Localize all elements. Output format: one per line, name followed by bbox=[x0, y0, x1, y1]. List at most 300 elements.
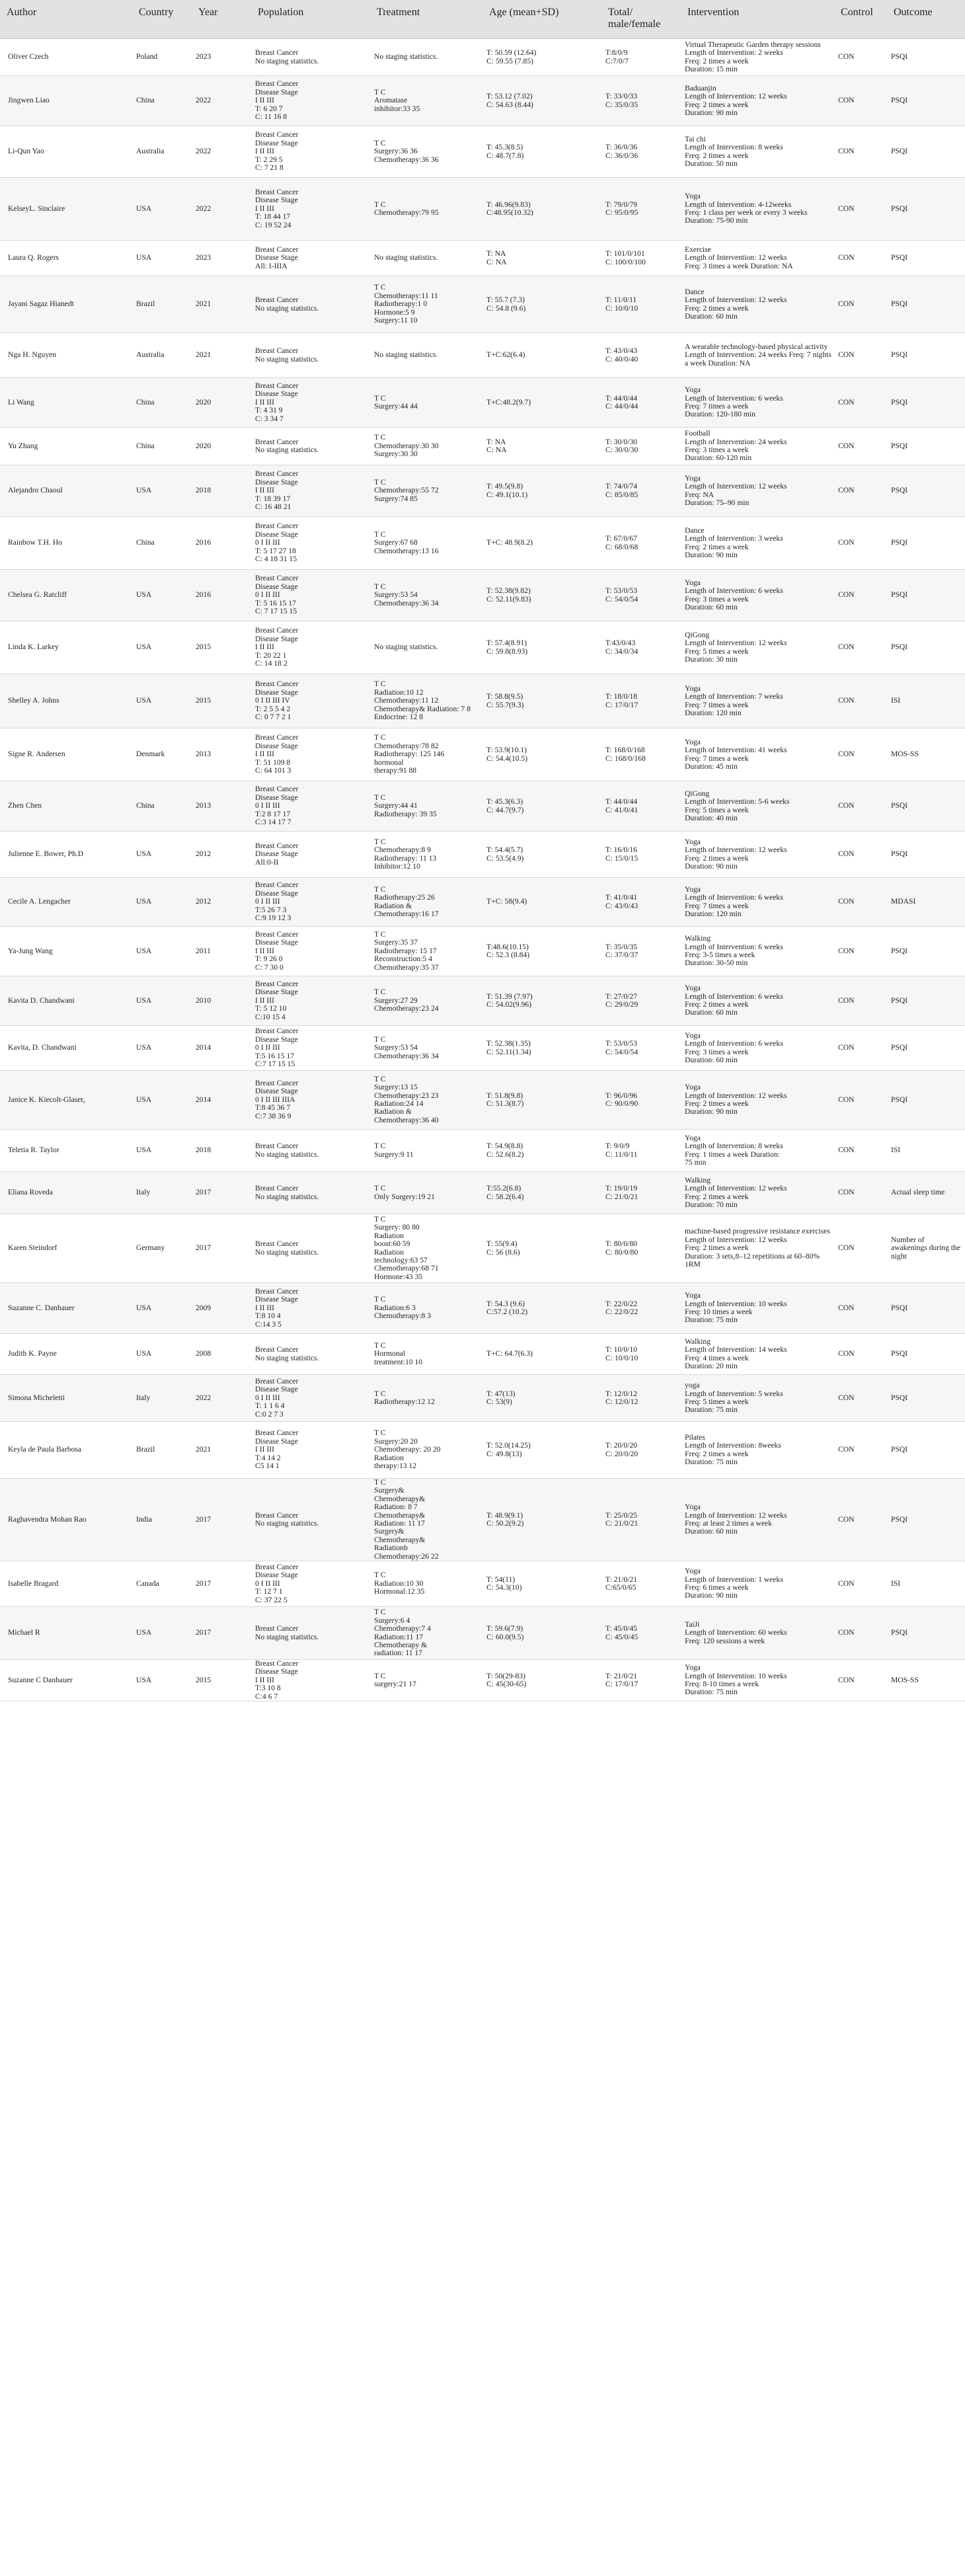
cell-outcome: ISI bbox=[887, 1130, 965, 1172]
cell-treatment: T C Surgery: 80 80 Radiation boost:60 59 Radiation technology:63 57 Chemotherapy:68 71 Hormone:43 35 bbox=[370, 1214, 482, 1283]
cell-author: Kavita, D. Chandwani bbox=[0, 1026, 132, 1071]
header-age: Age (mean+SD) bbox=[482, 0, 601, 39]
cell-intervention: Tai chi Length of Intervention: 8 weeks Freq: 2 times a week Duration: 50 min bbox=[681, 126, 834, 178]
cell-country: USA bbox=[132, 570, 192, 621]
table-row bbox=[0, 927, 965, 976]
cell-intervention: Yoga Length of Intervention: 41 weeks Freq: 7 times a week Duration: 45 min bbox=[681, 728, 834, 781]
cell-total: T: 10/0/10 C: 10/0/10 bbox=[601, 1334, 681, 1375]
cell-total: T: 44/0/44 C: 41/0/41 bbox=[601, 781, 681, 832]
cell-population: Breast Cancer Disease Stage I II III T: 51 109 8 C: 64 101 3 bbox=[251, 728, 370, 781]
cell-outcome: PSQI bbox=[887, 465, 965, 517]
cell-total: T: 19/0/19 C: 21/0/21 bbox=[601, 1172, 681, 1214]
cell-total: T: 22/0/22 C: 22/0/22 bbox=[601, 1283, 681, 1334]
cell-outcome: PSQI bbox=[887, 570, 965, 621]
cell-country: Canada bbox=[132, 1561, 192, 1607]
cell-total: T: 20/0/20 C: 20/0/20 bbox=[601, 1422, 681, 1479]
cell-control: CON bbox=[834, 465, 887, 517]
cell-age: T: 54.3 (9.6) C:57.2 (10.2) bbox=[482, 1283, 601, 1334]
cell-intervention: A wearable technology-based physical activity Length of Intervention: 24 weeks Freq: 7 nights a week Duration: NA bbox=[681, 333, 834, 378]
cell-population: Breast Cancer Disease Stage I II III T: 5 12 10 C:10 15 4 bbox=[251, 976, 370, 1026]
cell-control: CON bbox=[834, 674, 887, 728]
cell-population: Breast Cancer Disease Stage 0 I II III T: 1 1 6 4 C:0 2 7 3 bbox=[251, 1375, 370, 1422]
cell-population: Breast Cancer Disease Stage I II III T:8 10 4 C:14 3 5 bbox=[251, 1283, 370, 1334]
cell-age: T: 50.59 (12.64) C: 59.55 (7.85) bbox=[482, 39, 601, 76]
cell-author: Janice K. Kiecolt-Glaser, bbox=[0, 1071, 132, 1130]
cell-year: 2014 bbox=[192, 1071, 251, 1130]
cell-control: CON bbox=[834, 1071, 887, 1130]
cell-author: Julienne E. Bower, Ph.D bbox=[0, 832, 132, 878]
cell-year: 2013 bbox=[192, 781, 251, 832]
cell-year: 2015 bbox=[192, 674, 251, 728]
cell-author: Nga H. Nguyen bbox=[0, 333, 132, 378]
cell-intervention: Baduanjin Length of Intervention: 12 weeks Freq: 2 times a week Duration: 90 min bbox=[681, 76, 834, 126]
cell-age: T+C: 64.7(6.3) bbox=[482, 1334, 601, 1375]
table-row bbox=[0, 39, 965, 76]
table-row bbox=[0, 465, 965, 517]
cell-author: Suzanne C. Danhauer bbox=[0, 1283, 132, 1334]
table-row bbox=[0, 178, 965, 241]
cell-treatment: T C Radiation:6 3 Chemotherapy:8 3 bbox=[370, 1283, 482, 1334]
cell-total: T: 30/0/30 C: 30/0/30 bbox=[601, 428, 681, 465]
cell-total: T: 21/0/21 C: 17/0/17 bbox=[601, 1660, 681, 1701]
cell-treatment: T C Surgery:44 44 bbox=[370, 378, 482, 428]
cell-population: Breast Cancer Disease Stage 0 I II III T:2 8 17 17 C:3 14 17 7 bbox=[251, 781, 370, 832]
cell-author: Teletia R. Taylor bbox=[0, 1130, 132, 1172]
cell-year: 2015 bbox=[192, 1660, 251, 1701]
cell-population: Breast Cancer Disease Stage 0 I II III T:5 16 15 17 C:7 17 15 15 bbox=[251, 1026, 370, 1071]
table-row bbox=[0, 1172, 965, 1214]
cell-treatment: No staging statistics. bbox=[370, 241, 482, 276]
cell-country: USA bbox=[132, 674, 192, 728]
cell-total: T: 101/0/101 C: 100/0/100 bbox=[601, 241, 681, 276]
cell-treatment: No staging statistics. bbox=[370, 621, 482, 674]
cell-age: T: 49.5(9.8) C: 49.1(10.1) bbox=[482, 465, 601, 517]
cell-population: Breast Cancer Disease Stage I II III T: 6 20 7 C: 11 16 8 bbox=[251, 76, 370, 126]
cell-population: Breast Cancer Disease Stage I II III T: 20 22 1 C: 14 18 2 bbox=[251, 621, 370, 674]
cell-author: Ya-Jung Wang bbox=[0, 927, 132, 976]
cell-control: CON bbox=[834, 570, 887, 621]
table-row bbox=[0, 1561, 965, 1607]
cell-author: Li-Qun Yao bbox=[0, 126, 132, 178]
cell-total: T: 96/0/96 C: 90/0/90 bbox=[601, 1071, 681, 1130]
cell-outcome: PSQI bbox=[887, 1422, 965, 1479]
table-row bbox=[0, 1479, 965, 1561]
cell-age: T+C:48.2(9.7) bbox=[482, 378, 601, 428]
cell-total: T: 33/0/33 C: 35/0/35 bbox=[601, 76, 681, 126]
cell-treatment: T C Surgery:67 68 Chemotherapy:13 16 bbox=[370, 517, 482, 570]
cell-control: CON bbox=[834, 1422, 887, 1479]
cell-treatment: T C Hormonal treatment:10 10 bbox=[370, 1334, 482, 1375]
cell-control: CON bbox=[834, 178, 887, 241]
cell-author: Zhen Chen bbox=[0, 781, 132, 832]
cell-intervention: Yoga Length of Intervention: 8 weeks Freq: 1 times a week Duration: 75 min bbox=[681, 1130, 834, 1172]
cell-intervention: Yoga Length of Intervention: 6 weeks Freq: 2 times a week Duration: 60 min bbox=[681, 976, 834, 1026]
cell-population: Breast Cancer No staging statistics. bbox=[251, 1172, 370, 1214]
cell-country: Germany bbox=[132, 1214, 192, 1283]
cell-year: 2021 bbox=[192, 276, 251, 333]
cell-treatment: T C Surgery:53 54 Chemotherapy:36 34 bbox=[370, 1026, 482, 1071]
cell-intervention: Football Length of Intervention: 24 weeks Freq: 3 times a week Duration: 60-120 min bbox=[681, 428, 834, 465]
cell-author: Raghavendra Mohan Rao bbox=[0, 1479, 132, 1561]
cell-author: Cecile A. Lengacher bbox=[0, 878, 132, 927]
cell-outcome: PSQI bbox=[887, 832, 965, 878]
cell-population: Breast Cancer Disease Stage I II III T: 9 26 0 C: 7 30 0 bbox=[251, 927, 370, 976]
cell-population: Breast Cancer No staging statistics. bbox=[251, 333, 370, 378]
cell-intervention: Yoga Length of Intervention: 10 weeks Freq: 10 times a week Duration: 75 min bbox=[681, 1283, 834, 1334]
cell-intervention: machine-based progressive resistance exercises Length of Intervention: 12 weeks Freq: 2 times a week Duration: 3 sets,8–12 repetitions at 60–80% 1RM bbox=[681, 1214, 834, 1283]
cell-outcome: ISI bbox=[887, 674, 965, 728]
cell-age: T: 54.4(5.7) C: 53.5(4.9) bbox=[482, 832, 601, 878]
cell-intervention: Walking Length of Intervention: 12 weeks Freq: 2 times a week Duration: 70 min bbox=[681, 1172, 834, 1214]
cell-total: T: 18/0/18 C: 17/0/17 bbox=[601, 674, 681, 728]
cell-total: T: 12/0/12 C: 12/0/12 bbox=[601, 1375, 681, 1422]
table-row bbox=[0, 76, 965, 126]
table-row bbox=[0, 976, 965, 1026]
cell-author: Judith K. Payne bbox=[0, 1334, 132, 1375]
cell-population: Breast Cancer No staging statistics. bbox=[251, 1130, 370, 1172]
cell-treatment: T C Surgery:35 37 Radiotherapy: 15 17 Reconstruction:5 4 Chemotherapy:35 37 bbox=[370, 927, 482, 976]
cell-population: Breast Cancer Disease Stage I II III T:3 10 8 C:4 6 7 bbox=[251, 1660, 370, 1701]
cell-outcome: PSQI bbox=[887, 517, 965, 570]
cell-outcome: PSQI bbox=[887, 1071, 965, 1130]
cell-outcome: PSQI bbox=[887, 1283, 965, 1334]
cell-population: Breast Cancer Disease Stage I II III T: 18 39 17 C: 16 48 21 bbox=[251, 465, 370, 517]
cell-year: 2015 bbox=[192, 621, 251, 674]
cell-age: T: 52.38(9.82) C: 52.11(9.83) bbox=[482, 570, 601, 621]
cell-total: T: 67/0/67 C: 68/0/68 bbox=[601, 517, 681, 570]
cell-author: Linda K. Larkey bbox=[0, 621, 132, 674]
cell-control: CON bbox=[834, 1130, 887, 1172]
cell-year: 2012 bbox=[192, 832, 251, 878]
cell-treatment: T C Chemotherapy:79 95 bbox=[370, 178, 482, 241]
cell-country: USA bbox=[132, 878, 192, 927]
cell-treatment: T C Aromatase inhibitor:33 35 bbox=[370, 76, 482, 126]
cell-year: 2020 bbox=[192, 378, 251, 428]
cell-year: 2008 bbox=[192, 1334, 251, 1375]
cell-treatment: T C Surgery& Chemotherapy& Radiation: 8 7 Chemotherapy& Radiation: 11 17 Surgery& Chemotherapy& Radiationb Chemotherapy:26 22 bbox=[370, 1479, 482, 1561]
cell-author: Signe R. Andersen bbox=[0, 728, 132, 781]
cell-total: T: 45/0/45 C: 45/0/45 bbox=[601, 1607, 681, 1660]
cell-country: China bbox=[132, 378, 192, 428]
cell-population: Breast Cancer No staging statistics. bbox=[251, 1607, 370, 1660]
cell-author: Keyla de Paula Barbosa bbox=[0, 1422, 132, 1479]
table-row bbox=[0, 428, 965, 465]
cell-control: CON bbox=[834, 1607, 887, 1660]
cell-year: 2020 bbox=[192, 428, 251, 465]
cell-year: 2022 bbox=[192, 76, 251, 126]
cell-intervention: QiGong Length of Intervention: 12 weeks Freq: 5 times a week Duration: 30 min bbox=[681, 621, 834, 674]
cell-treatment: T C Only Surgery:19 21 bbox=[370, 1172, 482, 1214]
header-treatment: Treatment bbox=[370, 0, 482, 39]
cell-country: USA bbox=[132, 1283, 192, 1334]
cell-treatment: T C Surgery:44 41 Radiotherapy: 39 35 bbox=[370, 781, 482, 832]
cell-year: 2014 bbox=[192, 1026, 251, 1071]
cell-control: CON bbox=[834, 76, 887, 126]
cell-total: T: 74/0/74 C: 85/0/85 bbox=[601, 465, 681, 517]
cell-age: T: 45.3(8.5) C: 48.7(7.8) bbox=[482, 126, 601, 178]
cell-outcome: Number of awakenings during the night bbox=[887, 1214, 965, 1283]
cell-total: T: 41/0/41 C: 43/0/43 bbox=[601, 878, 681, 927]
table-row bbox=[0, 1607, 965, 1660]
cell-author: Oliver Czech bbox=[0, 39, 132, 76]
cell-country: China bbox=[132, 781, 192, 832]
cell-year: 2009 bbox=[192, 1283, 251, 1334]
cell-age: T: 50(29-83) C: 45(30-65) bbox=[482, 1660, 601, 1701]
header-row bbox=[0, 0, 965, 39]
cell-age: T: 53.9(10.1) C: 54.4(10.5) bbox=[482, 728, 601, 781]
header-author: Author bbox=[0, 0, 132, 39]
cell-author: Jingwen Liao bbox=[0, 76, 132, 126]
cell-population: Breast Cancer Disease Stage 0 I II III T: 5 17 27 18 C: 4 18 31 15 bbox=[251, 517, 370, 570]
cell-population: Breast Cancer Disease Stage 0 I II III IIIA T:8 45 36 7 C:7 38 36 9 bbox=[251, 1071, 370, 1130]
cell-total: T: 36/0/36 C: 36/0/36 bbox=[601, 126, 681, 178]
cell-total: T: 11/0/11 C: 10/0/10 bbox=[601, 276, 681, 333]
cell-control: CON bbox=[834, 878, 887, 927]
cell-population: Breast Cancer Disease Stage 0 I II III T:5 26 7 3 C:9 19 12 3 bbox=[251, 878, 370, 927]
table-row bbox=[0, 276, 965, 333]
cell-age: T: 45.3(6.3) C: 44.7(9.7) bbox=[482, 781, 601, 832]
cell-outcome: MOS-SS bbox=[887, 1660, 965, 1701]
table-row bbox=[0, 1026, 965, 1071]
cell-country: USA bbox=[132, 1026, 192, 1071]
cell-control: CON bbox=[834, 517, 887, 570]
cell-population: Breast Cancer No staging statistics. bbox=[251, 276, 370, 333]
cell-age: T: NA C: NA bbox=[482, 241, 601, 276]
cell-author: Karen Steindorf bbox=[0, 1214, 132, 1283]
cell-treatment: T C Chemotherapy:8 9 Radiotherapy: 11 13 Inhibitor:12 10 bbox=[370, 832, 482, 878]
cell-intervention: TaiJi Length of Intervention: 60 weeks Freq: 120 sessions a week bbox=[681, 1607, 834, 1660]
cell-age: T: 57.4(8.91) C: 59.8(8.93) bbox=[482, 621, 601, 674]
cell-treatment: T C Surgery:27 29 Chemotherapy:23 24 bbox=[370, 976, 482, 1026]
cell-treatment: T C Surgery:53 54 Chemotherapy:36 34 bbox=[370, 570, 482, 621]
cell-age: T: 47(13) C: 53(9) bbox=[482, 1375, 601, 1422]
cell-treatment: T C Surgery:9 11 bbox=[370, 1130, 482, 1172]
cell-year: 2017 bbox=[192, 1561, 251, 1607]
cell-outcome: PSQI bbox=[887, 76, 965, 126]
cell-control: CON bbox=[834, 428, 887, 465]
cell-year: 2017 bbox=[192, 1607, 251, 1660]
cell-year: 2012 bbox=[192, 878, 251, 927]
cell-country: USA bbox=[132, 1071, 192, 1130]
cell-country: USA bbox=[132, 976, 192, 1026]
cell-outcome: MDASI bbox=[887, 878, 965, 927]
cell-treatment: T C Chemotherapy:11 11 Radiotherapy:1 0 Hormone:5 9 Surgery:11 10 bbox=[370, 276, 482, 333]
header-country: Country bbox=[132, 0, 192, 39]
cell-year: 2022 bbox=[192, 1375, 251, 1422]
table-row bbox=[0, 1130, 965, 1172]
cell-intervention: Walking Length of Intervention: 6 weeks Freq: 3-5 times a week Duration: 30-50 min bbox=[681, 927, 834, 976]
cell-control: CON bbox=[834, 1375, 887, 1422]
cell-age: T: 55.7 (7.3) C: 54.8 (9.6) bbox=[482, 276, 601, 333]
table-row bbox=[0, 1071, 965, 1130]
cell-control: CON bbox=[834, 1334, 887, 1375]
cell-intervention: Yoga Length of Intervention: 12 weeks Freq: 2 times a week Duration: 90 min bbox=[681, 832, 834, 878]
cell-total: T:43/0/43 C: 34/0/34 bbox=[601, 621, 681, 674]
cell-country: China bbox=[132, 517, 192, 570]
cell-age: T: 58.8(9.5) C: 55.7(9.3) bbox=[482, 674, 601, 728]
cell-country: USA bbox=[132, 1334, 192, 1375]
header-total: Total/ male/female bbox=[601, 0, 681, 39]
cell-control: CON bbox=[834, 976, 887, 1026]
cell-age: T+C:62(6.4) bbox=[482, 333, 601, 378]
cell-year: 2023 bbox=[192, 241, 251, 276]
cell-intervention: Pilates Length of Intervention: 8weeks Freq: 2 times a week Duration: 75 min bbox=[681, 1422, 834, 1479]
table-row bbox=[0, 1422, 965, 1479]
cell-author: Chelsea G. Ratcliff bbox=[0, 570, 132, 621]
cell-author: Simona Micheletti bbox=[0, 1375, 132, 1422]
cell-country: USA bbox=[132, 832, 192, 878]
cell-country: USA bbox=[132, 1660, 192, 1701]
cell-outcome: PSQI bbox=[887, 39, 965, 76]
cell-intervention: Yoga Length of Intervention: 10 weeks Freq: 8-10 times a week Duration: 75 min bbox=[681, 1660, 834, 1701]
cell-population: Breast Cancer Disease Stage I II III T: 2 29 5 C: 7 21 8 bbox=[251, 126, 370, 178]
cell-intervention: yoga Length of Intervention: 5 weeks Freq: 5 times a week Duration: 75 min bbox=[681, 1375, 834, 1422]
cell-control: CON bbox=[834, 1479, 887, 1561]
header-control: Control bbox=[834, 0, 887, 39]
cell-control: CON bbox=[834, 621, 887, 674]
cell-control: CON bbox=[834, 126, 887, 178]
cell-outcome: PSQI bbox=[887, 178, 965, 241]
cell-total: T: 25/0/25 C: 21/0/21 bbox=[601, 1479, 681, 1561]
header-population: Population bbox=[251, 0, 370, 39]
cell-control: CON bbox=[834, 333, 887, 378]
cell-control: CON bbox=[834, 832, 887, 878]
cell-age: T: 52.38(1.35) C: 52.11(1.34) bbox=[482, 1026, 601, 1071]
cell-age: T: 46.96(9.83) C:48.95(10.32) bbox=[482, 178, 601, 241]
cell-age: T: NA C: NA bbox=[482, 428, 601, 465]
cell-intervention: Dance Length of Intervention: 3 weeks Freq: 2 times a week Duration: 90 min bbox=[681, 517, 834, 570]
cell-outcome: PSQI bbox=[887, 1479, 965, 1561]
cell-country: Australia bbox=[132, 126, 192, 178]
header-year: Year bbox=[192, 0, 251, 39]
cell-treatment: T C surgery:21 17 bbox=[370, 1660, 482, 1701]
cell-outcome: PSQI bbox=[887, 1375, 965, 1422]
cell-country: Italy bbox=[132, 1172, 192, 1214]
cell-country: Italy bbox=[132, 1375, 192, 1422]
cell-year: 2023 bbox=[192, 39, 251, 76]
cell-outcome: PSQI bbox=[887, 927, 965, 976]
table-row bbox=[0, 832, 965, 878]
table-row bbox=[0, 333, 965, 378]
cell-intervention: Yoga Length of Intervention: 7 weeks Freq: 7 times a week Duration: 120 min bbox=[681, 674, 834, 728]
cell-age: T: 51.39 (7.97) C: 54.02(9.96) bbox=[482, 976, 601, 1026]
cell-outcome: PSQI bbox=[887, 333, 965, 378]
cell-control: CON bbox=[834, 39, 887, 76]
cell-author: Kavita D. Chandwani bbox=[0, 976, 132, 1026]
cell-total: T: 35/0/35 C: 37/0/37 bbox=[601, 927, 681, 976]
cell-treatment: T C Surgery:6 4 Chemotherapy:7 4 Radiation:11 17 Chemotherapy & radiation: 11 17 bbox=[370, 1607, 482, 1660]
cell-country: USA bbox=[132, 241, 192, 276]
cell-year: 2013 bbox=[192, 728, 251, 781]
cell-year: 2016 bbox=[192, 570, 251, 621]
cell-treatment: T C Chemotherapy:30 30 Surgery:30 30 bbox=[370, 428, 482, 465]
cell-intervention: Yoga Length of Intervention: 4-12weeks Freq: 1 class per week or every 3 weeks Duration: 75-90 min bbox=[681, 178, 834, 241]
cell-intervention: Yoga Length of Intervention: 6 weeks Freq: 7 times a week Duration: 120-180 min bbox=[681, 378, 834, 428]
cell-country: India bbox=[132, 1479, 192, 1561]
cell-age: T+C: 58(9.4) bbox=[482, 878, 601, 927]
header-outcome: Outcome bbox=[887, 0, 965, 39]
cell-control: CON bbox=[834, 1026, 887, 1071]
cell-total: T: 21/0/21 C:65/0/65 bbox=[601, 1561, 681, 1607]
cell-population: Breast Cancer No staging statistics. bbox=[251, 1479, 370, 1561]
cell-total: T: 53/0/53 C: 54/0/54 bbox=[601, 1026, 681, 1071]
table-row bbox=[0, 241, 965, 276]
cell-treatment: No staging statistics. bbox=[370, 39, 482, 76]
cell-intervention: Walking Length of Intervention: 14 weeks Freq: 4 times a week Duration: 20 min bbox=[681, 1334, 834, 1375]
cell-intervention: Yoga Length of Intervention: 12 weeks Freq: at least 2 times a week Duration: 60 min bbox=[681, 1479, 834, 1561]
cell-year: 2022 bbox=[192, 126, 251, 178]
cell-author: Laura Q. Rogers bbox=[0, 241, 132, 276]
cell-control: CON bbox=[834, 927, 887, 976]
cell-intervention: Yoga Length of Intervention: 6 weeks Freq: 7 times a week Duration: 120 min bbox=[681, 878, 834, 927]
cell-country: USA bbox=[132, 465, 192, 517]
cell-age: T: 54(11) C: 54.3(10) bbox=[482, 1561, 601, 1607]
cell-author: Yu Zhang bbox=[0, 428, 132, 465]
cell-treatment: T C Radiotherapy:12 12 bbox=[370, 1375, 482, 1422]
table-row bbox=[0, 517, 965, 570]
cell-intervention: Yoga Length of Intervention: 6 weeks Freq: 3 times a week Duration: 60 min bbox=[681, 1026, 834, 1071]
cell-control: CON bbox=[834, 276, 887, 333]
table-row bbox=[0, 781, 965, 832]
cell-outcome: PSQI bbox=[887, 241, 965, 276]
cell-control: CON bbox=[834, 1561, 887, 1607]
cell-control: CON bbox=[834, 1283, 887, 1334]
cell-outcome: PSQI bbox=[887, 1607, 965, 1660]
cell-year: 2016 bbox=[192, 517, 251, 570]
cell-total: T: 168/0/168 C: 168/0/168 bbox=[601, 728, 681, 781]
cell-intervention: Dance Length of Intervention: 12 weeks Freq: 2 times a week Duration: 60 min bbox=[681, 276, 834, 333]
table-row bbox=[0, 126, 965, 178]
cell-year: 2018 bbox=[192, 465, 251, 517]
cell-total: T: 16/0/16 C: 15/0/15 bbox=[601, 832, 681, 878]
cell-author: Isabelle Bragard bbox=[0, 1561, 132, 1607]
cell-country: Brazil bbox=[132, 1422, 192, 1479]
cell-country: Brazil bbox=[132, 276, 192, 333]
cell-author: Shelley A. Johns bbox=[0, 674, 132, 728]
table-row bbox=[0, 1660, 965, 1701]
cell-country: Denmark bbox=[132, 728, 192, 781]
cell-year: 2021 bbox=[192, 333, 251, 378]
cell-author: KelseyL. Sinclaire bbox=[0, 178, 132, 241]
cell-control: CON bbox=[834, 1172, 887, 1214]
cell-control: CON bbox=[834, 1660, 887, 1701]
cell-author: Li Wang bbox=[0, 378, 132, 428]
cell-year: 2017 bbox=[192, 1479, 251, 1561]
cell-author: Suzanne C Danhauer bbox=[0, 1660, 132, 1701]
cell-treatment: T C Surgery:20 20 Chemotherapy: 20 20 Radiation therapy:13 12 bbox=[370, 1422, 482, 1479]
table-row bbox=[0, 1375, 965, 1422]
cell-control: CON bbox=[834, 241, 887, 276]
cell-outcome: PSQI bbox=[887, 126, 965, 178]
cell-age: T: 48.9(9.1) C: 50.2(9.2) bbox=[482, 1479, 601, 1561]
cell-outcome: MOS-SS bbox=[887, 728, 965, 781]
cell-age: T: 55(9.4) C: 56 (8.6) bbox=[482, 1214, 601, 1283]
cell-outcome: PSQI bbox=[887, 781, 965, 832]
header-intervention: Intervention bbox=[681, 0, 834, 39]
cell-total: T: 80/0/80 C: 80/0/80 bbox=[601, 1214, 681, 1283]
cell-control: CON bbox=[834, 1214, 887, 1283]
cell-treatment: T C Radiation:10 30 Hormonal:12 35 bbox=[370, 1561, 482, 1607]
cell-intervention: Exercise Length of Intervention: 12 weeks Freq: 3 times a week Duration: NA bbox=[681, 241, 834, 276]
cell-author: Alejandro Chaoul bbox=[0, 465, 132, 517]
cell-total: T: 27/0/27 C: 29/0/29 bbox=[601, 976, 681, 1026]
table-row bbox=[0, 621, 965, 674]
cell-control: CON bbox=[834, 728, 887, 781]
cell-treatment: No staging statistics. bbox=[370, 333, 482, 378]
cell-country: China bbox=[132, 76, 192, 126]
cell-population: Breast Cancer No staging statistics. bbox=[251, 39, 370, 76]
cell-outcome: PSQI bbox=[887, 428, 965, 465]
